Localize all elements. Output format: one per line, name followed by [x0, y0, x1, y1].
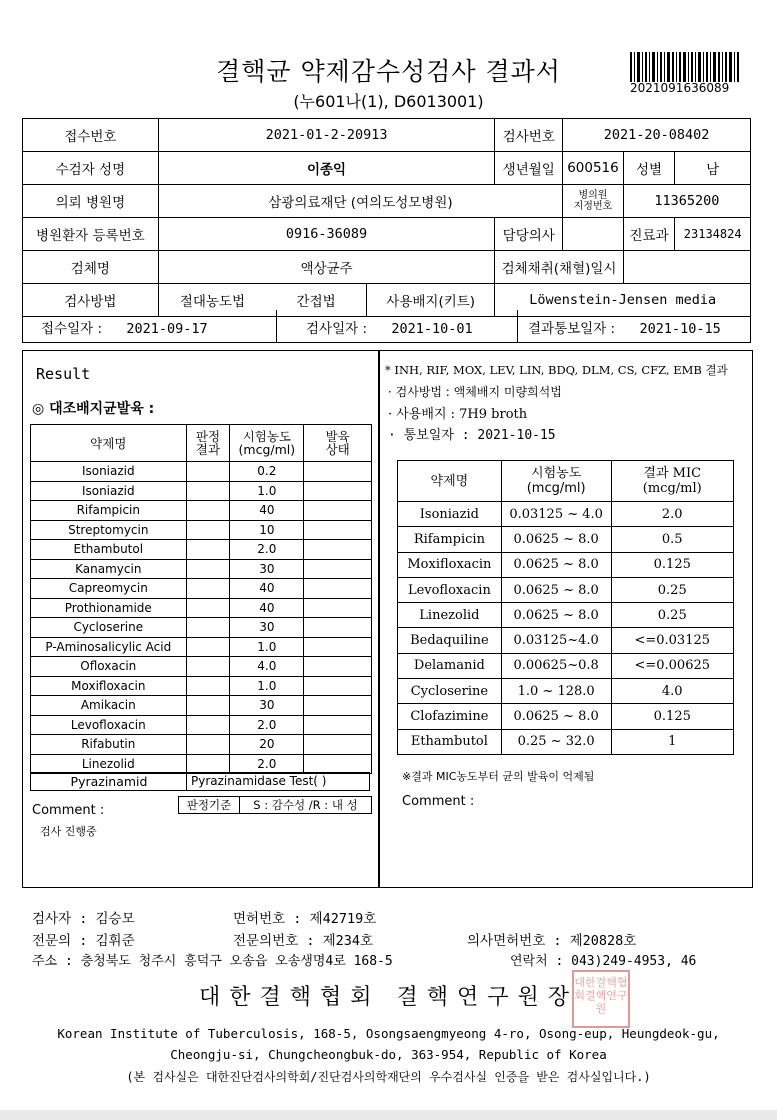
- criteria-value: S : 감수성 /R : 내 성: [240, 796, 372, 814]
- receipt-date: 2021-09-17: [126, 321, 208, 337]
- patient-name: 이종익: [158, 152, 495, 185]
- mic-drug: Rifampicin: [398, 527, 502, 552]
- growth-cell: [304, 481, 372, 501]
- left-comment-label: Comment :: [32, 803, 105, 818]
- mic-value: <=0.03125: [611, 628, 734, 653]
- mic-col-range: 시험농도 (mcg/ml): [501, 461, 611, 502]
- concentration: 30: [230, 559, 304, 579]
- birth-value: 600516: [563, 152, 624, 185]
- mic-drug: Ethambutol: [398, 729, 502, 754]
- growth-cell: [304, 540, 372, 560]
- license-no: 면허번호 : 제42719호: [233, 911, 377, 927]
- specimen-label: 검체명: [23, 251, 159, 284]
- concentration: 1.0: [230, 637, 304, 657]
- drug-name: Ethambutol: [31, 540, 187, 560]
- concentration: 30: [230, 618, 304, 638]
- mic-note: ※결과 MIC농도부터 균의 발육이 억제됨: [402, 770, 595, 783]
- mic-drug: Levofloxacin: [398, 577, 502, 602]
- col-drug: 약제명: [31, 425, 187, 462]
- report-date-label: 결과통보일자 :: [528, 321, 616, 337]
- right-comment-label: Comment :: [402, 794, 475, 809]
- address: 주소 : 충청북도 청주시 흥덕구 오송읍 오송생명4로 168-5: [32, 954, 393, 969]
- dept-label: 진료과: [623, 218, 675, 251]
- mic-row: [398, 603, 734, 628]
- collect-value: [623, 251, 750, 284]
- drug-row: [31, 735, 372, 755]
- col-concentration: 시험농도 (mcg/ml): [230, 425, 304, 462]
- growth-cell: [304, 501, 372, 521]
- mic-range: 0.03125 ~ 4.0: [501, 502, 611, 527]
- judgement-cell: [186, 637, 230, 657]
- drug-name: Isoniazid: [31, 481, 187, 501]
- mic-drug: Linezolid: [398, 603, 502, 628]
- judgement-cell: [186, 501, 230, 521]
- judgement-cell: [186, 735, 230, 755]
- method-type: 간접법: [266, 284, 366, 317]
- concentration: 40: [230, 598, 304, 618]
- concentration: 4.0: [230, 657, 304, 677]
- drug-row: [31, 715, 372, 735]
- mic-range: 0.03125~4.0: [501, 628, 611, 653]
- official-seal: [572, 970, 630, 1028]
- birth-label: 생년월일: [495, 152, 563, 185]
- receipt-no: 2021-01-2-20913: [158, 119, 495, 152]
- mic-table: [397, 460, 734, 755]
- pza-row: [30, 772, 370, 791]
- growth-cell: [304, 715, 372, 735]
- hospital-code: 11365200: [623, 185, 750, 218]
- drug-row: [31, 579, 372, 599]
- drug-name: Amikacin: [31, 696, 187, 716]
- receipt-date-label: 접수일자 :: [41, 321, 103, 337]
- criteria-box: [178, 796, 372, 814]
- dates-row: [22, 310, 751, 343]
- drug-row: [31, 462, 372, 482]
- drug-name: Ofloxacin: [31, 657, 187, 677]
- result-label: Result: [36, 365, 91, 383]
- drug-row: [31, 520, 372, 540]
- judgement-cell: [186, 520, 230, 540]
- collect-label: 검체채취(채혈)일시: [495, 251, 623, 284]
- drug-row: [31, 540, 372, 560]
- growth-cell: [304, 696, 372, 716]
- drug-row: [31, 696, 372, 716]
- col-growth: 발육 상태: [304, 425, 372, 462]
- mic-range: 1.0 ~ 128.0: [501, 679, 611, 704]
- concentration: 2.0: [230, 540, 304, 560]
- drug-name: P-Aminosalicylic Acid: [31, 637, 187, 657]
- growth-cell: [304, 559, 372, 579]
- judgement-cell: [186, 657, 230, 677]
- mic-range: 0.0625 ~ 8.0: [501, 527, 611, 552]
- mic-drug: Cycloserine: [398, 679, 502, 704]
- judgement-cell: [186, 540, 230, 560]
- doctor-license: 의사면허번호 : 제20828호: [467, 933, 637, 949]
- receipt-no-label: 접수번호: [23, 119, 159, 152]
- english-address-2: Cheongju-si, Chungcheongbuk-do, 363-954, Republic of Korea: [170, 1047, 607, 1062]
- certification-note: (본 검사실은 대한진단검사의학회/진단검사의학재단의 우수검사실 인증을 받은 검사실입니다.): [126, 1070, 651, 1084]
- mic-value: 2.0: [611, 502, 734, 527]
- drug-row: [31, 754, 372, 774]
- judgement-cell: [186, 754, 230, 774]
- medium-label: 사용배지(키트): [367, 284, 495, 317]
- contact: 연락처 : 043)249-4953, 46: [510, 954, 697, 969]
- drug-name: Kanamycin: [31, 559, 187, 579]
- hospital-code-label: 병의원 지정번호: [563, 185, 624, 218]
- drug-name: Prothionamide: [31, 598, 187, 618]
- mic-row: [398, 704, 734, 729]
- test-no: 2021-20-08402: [563, 119, 751, 152]
- drug-row: [31, 637, 372, 657]
- drug-row: [31, 559, 372, 579]
- concentration: 30: [230, 696, 304, 716]
- mic-range: 0.00625~0.8: [501, 653, 611, 678]
- growth-cell: [304, 579, 372, 599]
- drug-name: Isoniazid: [31, 462, 187, 482]
- specimen-value: 액상균주: [158, 251, 495, 284]
- judgement-cell: [186, 715, 230, 735]
- judgement-cell: [186, 676, 230, 696]
- mic-drug: Delamanid: [398, 653, 502, 678]
- pza-label: Pyrazinamid: [70, 774, 148, 789]
- drug-name: Rifampicin: [31, 501, 187, 521]
- col-judgement: 판정 결과: [186, 425, 230, 462]
- test-date: 2021-10-01: [391, 321, 473, 337]
- concentration: 1.0: [230, 676, 304, 696]
- mic-col-result: 결과 MIC (mcg/ml): [611, 461, 734, 502]
- test-no-label: 검사번호: [495, 119, 563, 152]
- mic-range: 0.25 ~ 32.0: [501, 729, 611, 754]
- mic-row: [398, 729, 734, 754]
- growth-cell: [304, 520, 372, 540]
- mic-value: 0.125: [611, 552, 734, 577]
- drug-row: [31, 598, 372, 618]
- judgement-cell: [186, 481, 230, 501]
- medium-line: · 사용배지 : 7H9 broth: [388, 407, 528, 422]
- growth-cell: [304, 754, 372, 774]
- judgement-cell: [186, 696, 230, 716]
- drug-name: Cycloserine: [31, 618, 187, 638]
- mic-row: [398, 577, 734, 602]
- mic-drug: Clofazimine: [398, 704, 502, 729]
- doctor-value: [563, 218, 624, 251]
- drug-table: [30, 424, 372, 774]
- growth-cell: [304, 618, 372, 638]
- organization-name: 대한결핵협회 결핵연구원장: [198, 985, 579, 1010]
- drug-row: [31, 501, 372, 521]
- mic-value: 0.25: [611, 577, 734, 602]
- specialist: 전문의 : 김휘준: [32, 933, 135, 949]
- reg-no-label: 병원환자 등록번호: [23, 218, 159, 251]
- mic-row: [398, 552, 734, 577]
- drug-row: [31, 618, 372, 638]
- mic-range: 0.0625 ~ 8.0: [501, 603, 611, 628]
- method-value: 절대농도법: [158, 284, 266, 317]
- criteria-label: 판정기준: [178, 796, 240, 814]
- mic-drug: Moxifloxacin: [398, 552, 502, 577]
- mic-row: [398, 502, 734, 527]
- judgement-cell: [186, 462, 230, 482]
- patient-label: 수검자 성명: [23, 152, 159, 185]
- hospital-name: 삼광의료재단 (여의도성모병원): [158, 185, 562, 218]
- concentration: 40: [230, 579, 304, 599]
- medium-value: Löwenstein-Jensen media: [495, 284, 751, 317]
- notify-line: · 통보일자 : 2021-10-15: [388, 428, 556, 443]
- drug-name: Levofloxacin: [31, 715, 187, 735]
- growth-cell: [304, 676, 372, 696]
- mic-value: 0.25: [611, 603, 734, 628]
- concentration: 0.2: [230, 462, 304, 482]
- mic-value: 0.125: [611, 704, 734, 729]
- barcode-number: 2021091636089: [630, 81, 730, 95]
- control-growth-label: ◎ 대조배지균발육 :: [32, 401, 155, 417]
- doctor-label: 담당의사: [495, 218, 563, 251]
- judgement-cell: [186, 598, 230, 618]
- method-label: 검사방법: [23, 284, 159, 317]
- drug-row: [31, 676, 372, 696]
- judgement-cell: [186, 559, 230, 579]
- dept-value: 23134824: [675, 218, 751, 251]
- concentration: 2.0: [230, 754, 304, 774]
- barcode-icon: [630, 52, 740, 82]
- mic-value: 1: [611, 729, 734, 754]
- mic-row: [398, 628, 734, 653]
- hospital-label: 의뢰 병원명: [23, 185, 159, 218]
- growth-cell: [304, 462, 372, 482]
- concentration: 1.0: [230, 481, 304, 501]
- test-date-label: 검사일자 :: [306, 321, 368, 337]
- mic-value: <=0.00625: [611, 653, 734, 678]
- concentration: 2.0: [230, 715, 304, 735]
- drug-name: Linezolid: [31, 754, 187, 774]
- sex-label: 성별: [623, 152, 675, 185]
- concentration: 20: [230, 735, 304, 755]
- concentration: 40: [230, 501, 304, 521]
- tester: 검사자 : 김승모: [32, 911, 135, 927]
- drug-name: Streptomycin: [31, 520, 187, 540]
- report-date: 2021-10-15: [639, 321, 721, 337]
- seal-text: 대한결핵협회결핵연구원: [574, 976, 628, 1015]
- growth-cell: [304, 637, 372, 657]
- growth-cell: [304, 735, 372, 755]
- mic-row: [398, 653, 734, 678]
- bottom-band: [0, 1110, 777, 1120]
- mic-col-drug: 약제명: [398, 461, 502, 502]
- mic-row: [398, 679, 734, 704]
- document-title: 결핵균 약제감수성검사 결과서: [216, 57, 561, 86]
- judgement-cell: [186, 579, 230, 599]
- method-line: · 검사방법 : 액체배지 미량희석법: [388, 385, 562, 399]
- patient-info-table: [22, 118, 751, 317]
- reg-no: 0916-36089: [158, 218, 495, 251]
- left-comment: 검사 진행중: [40, 825, 97, 838]
- specialist-no: 전문의번호 : 제234호: [233, 933, 374, 949]
- document-code: (누601나(1), D6013001): [293, 92, 484, 111]
- drug-name: Rifabutin: [31, 735, 187, 755]
- mic-row: [398, 527, 734, 552]
- mic-drug: Bedaquiline: [398, 628, 502, 653]
- mic-drug: Isoniazid: [398, 502, 502, 527]
- english-address-1: Korean Institute of Tuberculosis, 168-5, Osongsaengmyeong 4-ro, Osong-eup, Heungdeok-gu,: [57, 1026, 720, 1041]
- growth-cell: [304, 598, 372, 618]
- drug-row: [31, 657, 372, 677]
- judgement-cell: [186, 618, 230, 638]
- concentration: 10: [230, 520, 304, 540]
- mic-value: 0.5: [611, 527, 734, 552]
- mic-range: 0.0625 ~ 8.0: [501, 552, 611, 577]
- drug-row: [31, 481, 372, 501]
- sex-value: 남: [675, 152, 751, 185]
- drug-name: Capreomycin: [31, 579, 187, 599]
- pza-test: Pyrazinamidase Test( ): [191, 774, 327, 788]
- mic-value: 4.0: [611, 679, 734, 704]
- growth-cell: [304, 657, 372, 677]
- drug-name: Moxifloxacin: [31, 676, 187, 696]
- mic-range: 0.0625 ~ 8.0: [501, 577, 611, 602]
- drugs-line: * INH, RIF, MOX, LEV, LIN, BDQ, DLM, CS, CFZ, EMB 결과: [385, 363, 728, 377]
- mic-range: 0.0625 ~ 8.0: [501, 704, 611, 729]
